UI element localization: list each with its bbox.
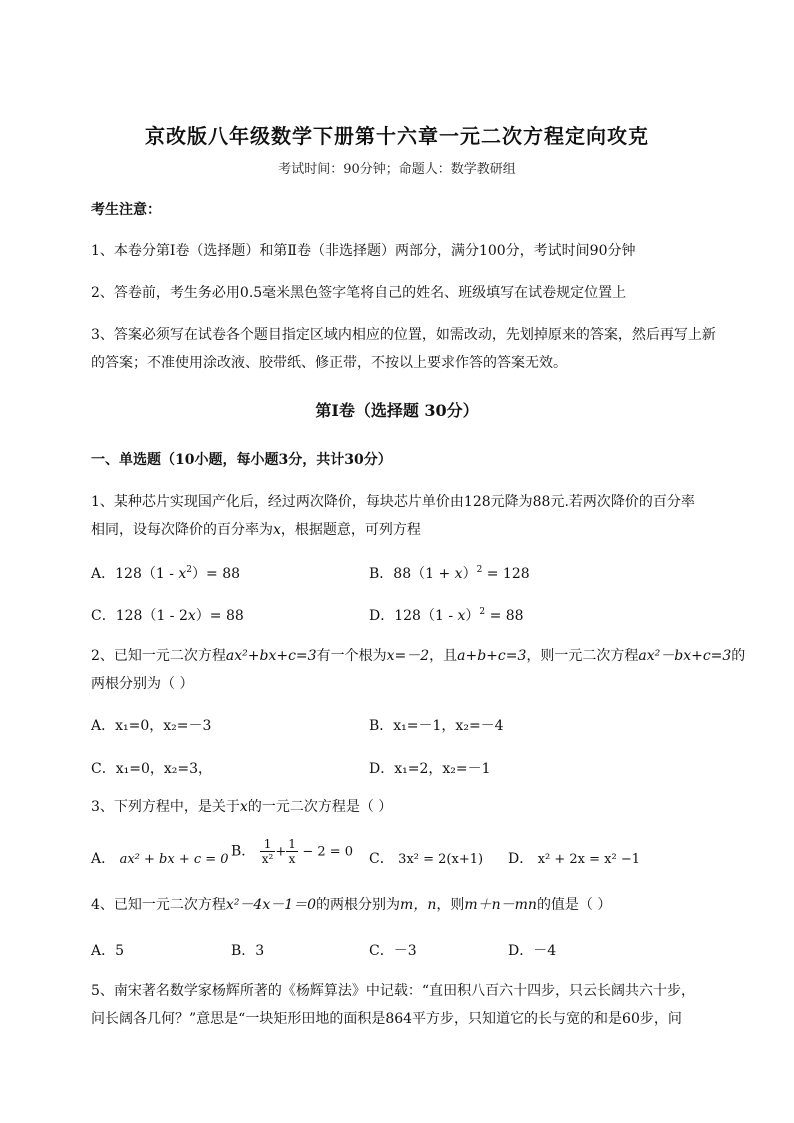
q2-option-b[interactable]: B．x₁=－1，x₂=－4 bbox=[369, 718, 504, 734]
q5-text-line2: 问长阔各几何？”意思是“一块矩形田地的面积是864平方步，只知道它的长与宽的和是60步，问 bbox=[91, 1011, 682, 1027]
q5-text-line1: 5、南宋著名数学家杨辉所著的《杨辉算法》中记载：“直田积八百六十四步，只云长阔共六十步， bbox=[91, 983, 696, 999]
q3-text-line1: 3、下列方程中，是关于x的一元二次方程是（ ） bbox=[91, 799, 393, 815]
q1-option-a[interactable]: A．$128(1 - x^2)= 88$ bbox=[91, 565, 241, 582]
q3-option-b-fraction-1: $\frac{1}{\text{x²}}$ bbox=[261, 837, 274, 866]
q2-option-a[interactable]: A．x₁=0，x₂=－3 bbox=[91, 718, 212, 734]
q1-option-d[interactable]: D．128（1 - x）$^2$ = 88 bbox=[369, 607, 524, 624]
q3-option-d[interactable]: D． x² + 2x = x² −1 bbox=[508, 851, 640, 867]
q4-option-c[interactable]: C．－3 bbox=[369, 943, 417, 959]
q2-text-line2: 两根分别为（ ） bbox=[91, 676, 194, 692]
q1-text-line2: 相同，设每次降价的百分率为x，根据题意，可列方程 bbox=[91, 522, 421, 538]
q2-option-c[interactable]: C．x₁=0，x₂=3， bbox=[91, 761, 213, 777]
part-heading: 一、单选题（10小题，每小题3分，共计30分） bbox=[91, 452, 392, 468]
notice-item-1: 1、本卷分第I卷（选择题）和第Ⅱ卷（非选择题）两部分，满分100分，考试时间90分钟 bbox=[91, 243, 636, 259]
notice-heading: 考生注意： bbox=[91, 202, 161, 218]
q1-option-b[interactable]: B．$88(1 + x)^2 = 128$ bbox=[369, 565, 530, 582]
q4-option-b[interactable]: B．3 bbox=[231, 943, 265, 959]
notice-item-3: 3、答案必须写在试卷各个题目指定区域内相应的位置，如需改动，先划掉原来的答案，然后再写上新 bbox=[91, 327, 716, 343]
q4-text-line1: 4、已知一元二次方程x²－4x－1＝0的两根分别为m，n，则m＋n－mn的值是（ ） bbox=[91, 897, 612, 913]
notice-item-3-cont: 的答案；不准使用涂改液、胶带纸、修正带，不按以上要求作答的答案无效。 bbox=[91, 355, 567, 371]
page-title: 京改版八年级数学下册第十六章一元二次方程定向攻克 bbox=[145, 124, 649, 148]
q3-option-a[interactable]: A． ax² + bx + c = 0 bbox=[91, 851, 229, 867]
q1-option-c[interactable]: C．128（1 - 2x）= 88 bbox=[91, 608, 244, 624]
exam-info: 考试时间：90分钟；命题人：数学教研组 bbox=[278, 162, 516, 177]
q2-text-line1: 2、已知一元二次方程ax²+bx+c=3有一个根为x=－2，且a+b+c=3，则一元二次方程ax²－bx+c=3的 bbox=[91, 648, 746, 664]
q1-text-line1: 1、某种芯片实现国产化后，经过两次降价，每块芯片单价由128元降为88元.若两次降价的百分率 bbox=[91, 494, 695, 510]
q3-option-c[interactable]: C． 3x² = 2(x+1) bbox=[369, 851, 484, 867]
q3-option-b-fraction-2: $\frac{1}{x}$ bbox=[288, 837, 296, 866]
q2-option-d[interactable]: D．x₁=2，x₂=－1 bbox=[369, 761, 491, 777]
section-title: 第I卷（选择题 30分） bbox=[315, 401, 479, 420]
notice-item-2: 2、答卷前，考生务必用0.5毫米黑色签字笔将自己的姓名、班级填写在试卷规定位置上 bbox=[91, 285, 627, 301]
q4-option-a[interactable]: A．5 bbox=[91, 943, 125, 959]
q4-option-d[interactable]: D．－4 bbox=[508, 943, 557, 959]
q3-option-b[interactable]: B． $\frac{1}{\text{x²}}$ + $\frac{1}{x}$ − 2 = 0 bbox=[231, 837, 354, 866]
